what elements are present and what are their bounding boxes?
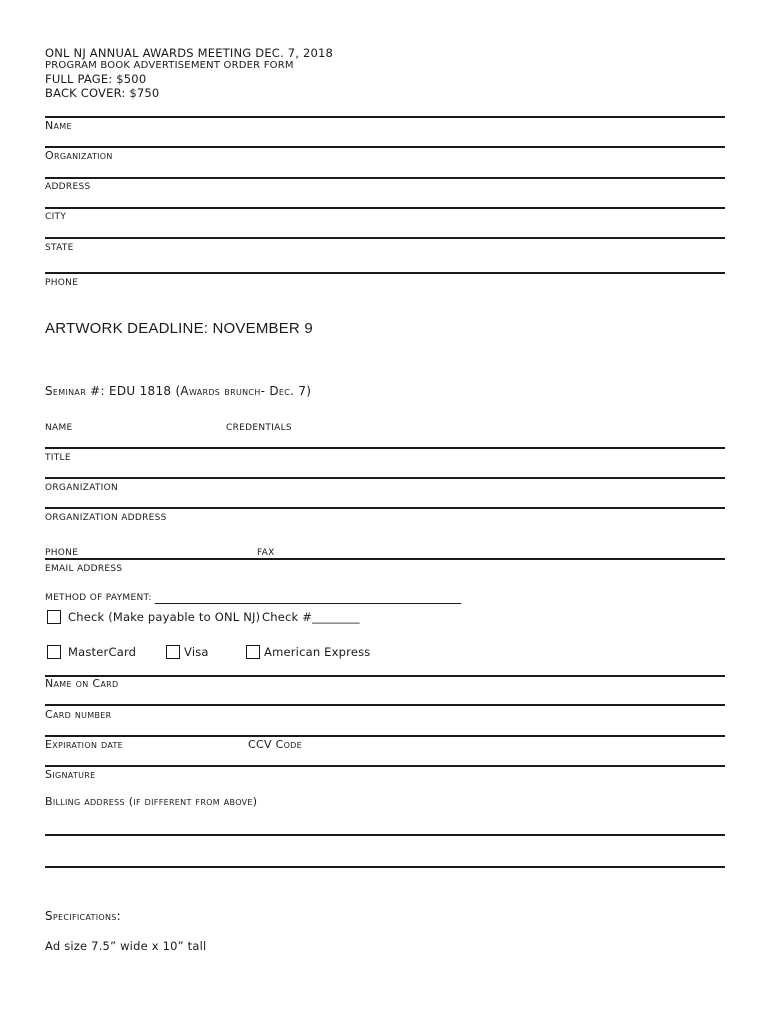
name-label: Name (45, 119, 72, 132)
org-address-label: ORGANIZATION ADDRESS (45, 513, 167, 523)
amex-checkbox[interactable] (246, 645, 260, 659)
divider (45, 116, 725, 118)
city-label: CITY (45, 212, 67, 222)
title-label: TITLE (45, 453, 71, 463)
state-line[interactable] (45, 272, 725, 274)
attendee-org-line[interactable] (45, 507, 725, 509)
fax-label: FAX (257, 548, 275, 558)
ccv-label: CCV Code (248, 738, 302, 751)
card-number-line[interactable] (45, 735, 725, 737)
name-on-card-line[interactable] (45, 704, 725, 706)
attendee-name-label: NAME (45, 423, 73, 433)
visa-label: Visa (184, 645, 209, 659)
artwork-deadline: ARTWORK DEADLINE: NOVEMBER 9 (45, 320, 313, 337)
phone-label: PHONE (45, 278, 79, 288)
expiration-line[interactable] (45, 765, 725, 767)
amex-label: American Express (264, 645, 371, 659)
visa-checkbox[interactable] (166, 645, 180, 659)
check-number-label: Check #________ (262, 610, 360, 624)
mastercard-label: MasterCard (68, 645, 137, 659)
attendee-org-label: ORGANIZATION (45, 483, 119, 493)
ad-size-text: Ad size 7.5” wide x 10” tall (45, 939, 207, 953)
billing-address-line-1[interactable] (45, 834, 725, 836)
name-line[interactable] (45, 146, 725, 148)
title-line[interactable] (45, 477, 725, 479)
billing-address-label: Billing address (if different from above) (45, 795, 258, 808)
header-line-1: ONL NJ ANNUAL AWARDS MEETING DEC. 7, 2018 (45, 46, 334, 60)
seminar-heading: Seminar #: EDU 1818 (Awards brunch- Dec. 7) (45, 384, 312, 398)
state-label: STATE (45, 243, 74, 253)
mastercard-checkbox[interactable] (47, 645, 61, 659)
phone-fax-line[interactable] (45, 558, 725, 560)
payment-method-label: METHOD OF PAYMENT: (45, 593, 152, 603)
organization-line[interactable] (45, 177, 725, 179)
expiration-label: Expiration date (45, 738, 124, 751)
card-number-label: Card number (45, 708, 112, 721)
credentials-label: CREDENTIALS (226, 423, 292, 433)
specifications-heading: Specifications: (45, 909, 121, 923)
payment-method-line[interactable] (155, 603, 461, 604)
price-back-cover: BACK COVER: $750 (45, 86, 160, 100)
organization-label: Organization (45, 149, 113, 162)
city-line[interactable] (45, 237, 725, 239)
check-option-label: Check (Make payable to ONL NJ) (68, 610, 261, 624)
signature-label: Signature (45, 768, 96, 781)
price-full-page: FULL PAGE: $500 (45, 72, 147, 86)
address-line[interactable] (45, 207, 725, 209)
divider (45, 675, 725, 677)
email-label: EMAIL ADDRESS (45, 564, 123, 574)
name-on-card-label: Name on Card (45, 677, 119, 690)
attendee-phone-label: PHONE (45, 548, 79, 558)
billing-address-line-2[interactable] (45, 866, 725, 868)
check-checkbox[interactable] (47, 610, 61, 624)
attendee-name-line[interactable] (45, 447, 725, 449)
header-line-2: PROGRAM BOOK ADVERTISEMENT ORDER FORM (45, 60, 294, 71)
address-label: ADDRESS (45, 182, 91, 192)
